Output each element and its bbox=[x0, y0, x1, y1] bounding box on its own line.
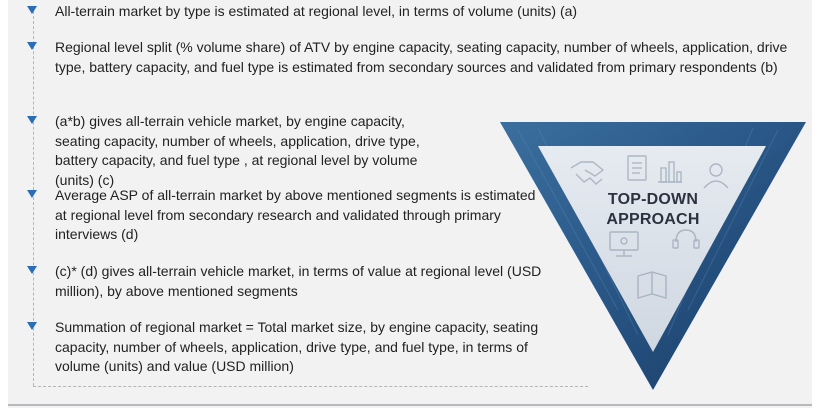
chevron-down-icon bbox=[26, 41, 38, 51]
approach-label-line1: TOP-DOWN bbox=[607, 191, 699, 208]
step-3-text: (a*b) gives all-terrain vehicle market, by engine capacity, seating capacity, number of wheels, application, drive type, battery capacity, and fuel type , at regional level by volume (units) (c) bbox=[55, 113, 420, 188]
step-4-text: Average ASP of all-terrain market by above mentioned segments is estimated at regional level from secondary research and validated through primary interviews (d) bbox=[55, 187, 536, 242]
chevron-down-icon bbox=[26, 189, 38, 199]
step-5-text: (c)* (d) gives all-terrain vehicle market, in terms of value at regional level (USD million), by above mentioned segments bbox=[55, 263, 542, 299]
chevron-down-icon bbox=[26, 265, 38, 275]
chevron-down-icon bbox=[26, 115, 38, 125]
top-down-triangle bbox=[498, 120, 808, 393]
step-2-text: Regional level split (% volume share) of ATV by engine capacity, seating capacity, number of wheels, application, drive type, battery capacity, and fuel type is estimated from secondary sources and validated from primary respondents (b) bbox=[55, 39, 788, 75]
panel-bottom-border bbox=[8, 404, 812, 406]
chevron-down-icon bbox=[26, 321, 38, 331]
approach-label-line2: APPROACH bbox=[606, 211, 700, 228]
approach-label bbox=[498, 190, 808, 230]
step-6-text: Summation of regional market = Total market size, by engine capacity, seating capacity, number of wheels, application, drive type, and fuel type, in terms of volume (units) and value (USD million) bbox=[55, 319, 539, 374]
chevron-down-icon bbox=[26, 5, 38, 15]
triangle-graphic bbox=[498, 120, 808, 393]
step-1-text: All-terrain market by type is estimated at regional level, in terms of volume (units) (a) bbox=[55, 3, 578, 19]
